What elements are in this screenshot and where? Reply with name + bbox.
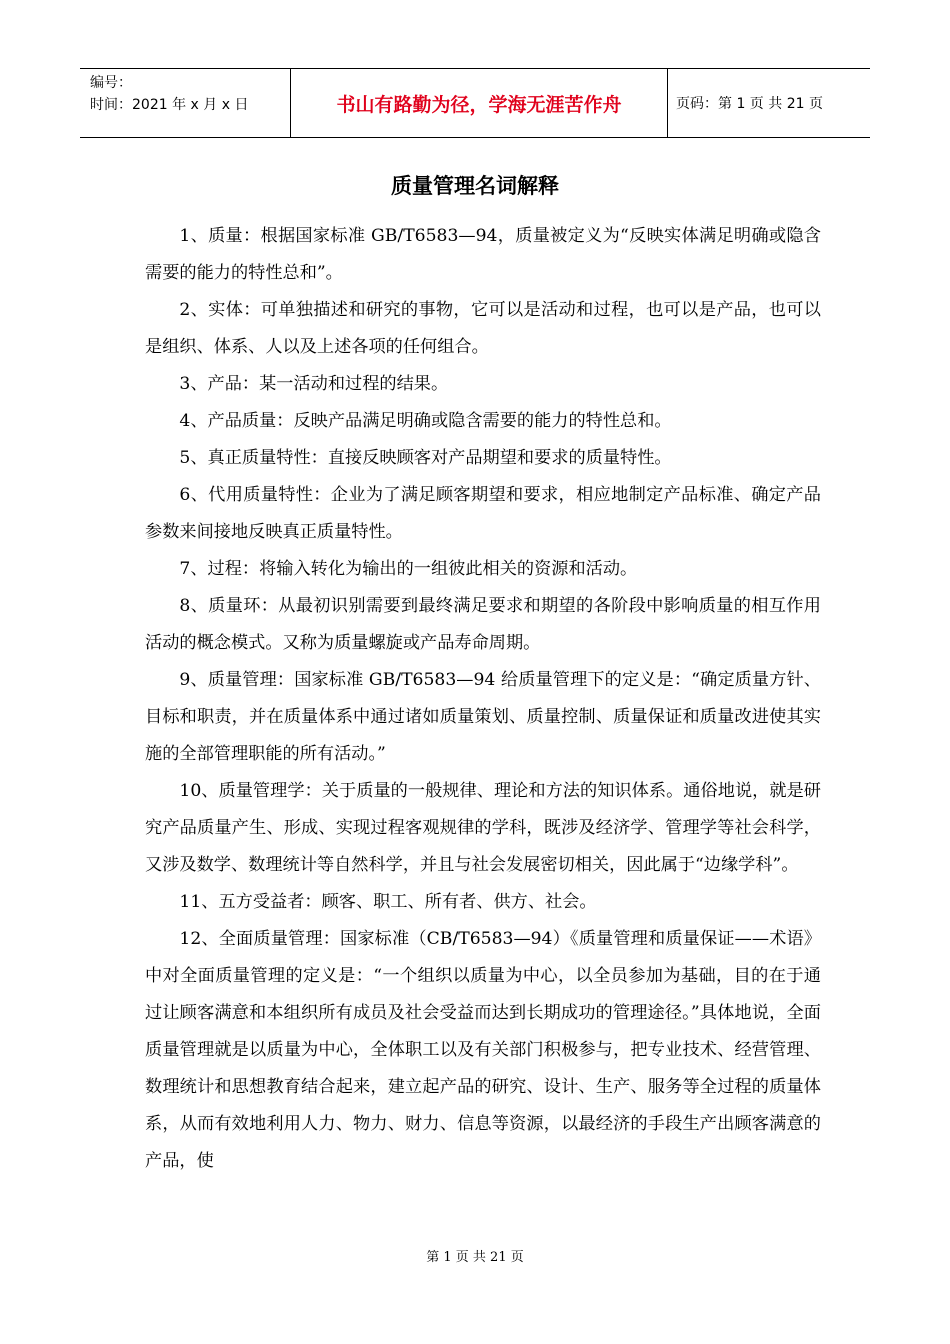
paragraph-3: 3、产品：某一活动和过程的结果。 <box>179 374 449 394</box>
paragraph-11: 11、五方受益者：顾客、职工、所有者、供方、社会。 <box>179 892 597 912</box>
paragraph-1: 1、质量：根据国家标准 GB/T6583—94，质量被定义为“反映实体满足明确或隐含需要的能力的特性总和”。 <box>145 226 821 283</box>
paragraph-2: 2、实体：可单独描述和研究的事物，它可以是活动和过程，也可以是产品，也可以是组织、体系、人以及上述各项的任何组合。 <box>145 300 821 357</box>
document-title: 质量管理名词解释 <box>391 174 559 198</box>
paragraph-5: 5、真正质量特性：直接反映顾客对产品期望和要求的质量特性。 <box>179 448 672 468</box>
document-body <box>145 218 821 1180</box>
paragraph-7: 7、过程：将输入转化为输出的一组彼此相关的资源和活动。 <box>179 559 638 579</box>
paragraph-9: 9、质量管理：国家标准 GB/T6583—94 给质量管理下的定义是：“确定质量方针、目标和职责，并在质量体系中通过诸如质量策划、质量控制、质量保证和质量改进使其实施的全部管理职能的所有活动。” <box>145 670 821 764</box>
paragraph-4: 4、产品质量：反映产品满足明确或隐含需要的能力的特性总和。 <box>179 411 672 431</box>
time-label: 时间：2021 年 x 月 x 日 <box>90 97 249 113</box>
page-footer: 第 1 页 共 21 页 <box>426 1250 524 1265</box>
paragraph-12: 12、全面质量管理：国家标准（CB/T6583—94）《质量管理和质量保证——术语》中对全面质量管理的定义是：“一个组织以质量为中心，以全员参加为基础，目的在于通过让顾客满意和本组织所有成员及社会受益而达到长期成功的管理途径。”具体地说，全面质量管理就是以质量为中心，全体职工以及有关部门积极参与，把专业技术、经营管理、数理统计和思想教育结合起来，建立起产品的研究、设计、生产、服务等全过程的质量体系，从而有效地利用人力、物力、财力、信息等资源，以最经济的手段生产出顾客满意的产品，使 <box>145 929 821 1171</box>
header-page-info: 页码：第 1 页 共 21 页 <box>676 96 823 112</box>
paragraph-8: 8、质量环：从最初识别需要到最终满足要求和期望的各阶段中影响质量的相互作用活动的概念模式。又称为质量螺旋或产品寿命周期。 <box>145 596 821 653</box>
header-meta <box>80 69 290 137</box>
paragraph-10: 10、质量管理学：关于质量的一般规律、理论和方法的知识体系。通俗地说，就是研究产品质量产生、形成、实现过程客观规律的学科，既涉及经济学、管理学等社会科学，又涉及数学、数理统计等自然科学，并且与社会发展密切相关，因此属于“边缘学科”。 <box>145 781 821 875</box>
header-motto: 书山有路勤为径，学海无涯苦作舟 <box>290 69 668 137</box>
number-label: 编号： <box>90 75 132 91</box>
paragraph-6: 6、代用质量特性：企业为了满足顾客期望和要求，相应地制定产品标准、确定产品参数来间接地反映真正质量特性。 <box>145 485 821 542</box>
page-header <box>80 68 870 138</box>
